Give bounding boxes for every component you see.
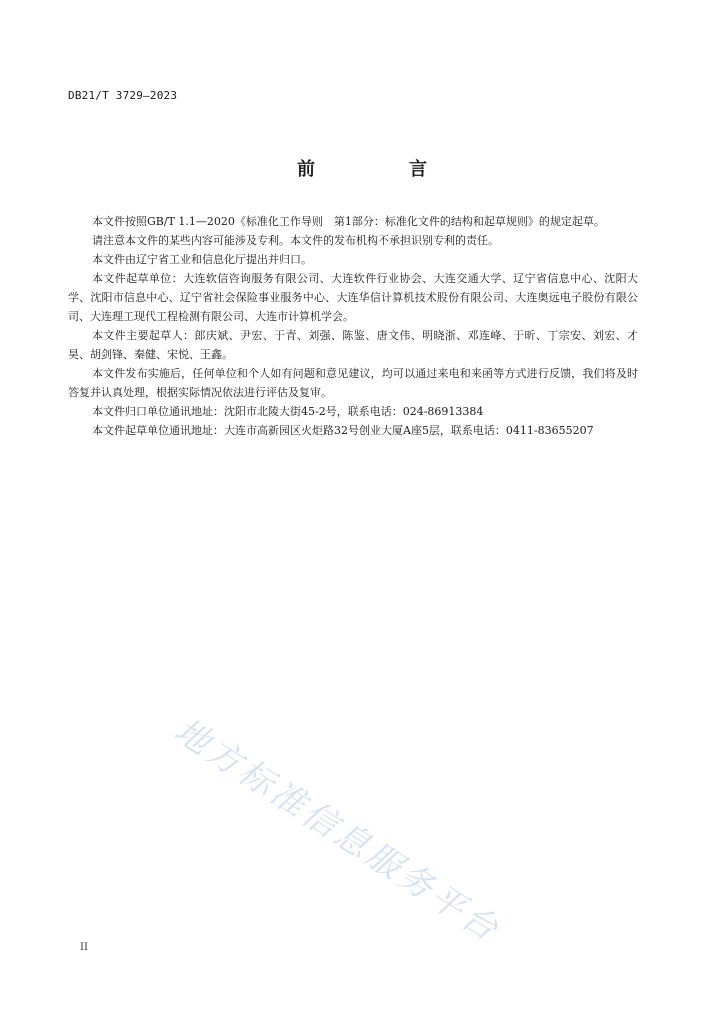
preface-body (68, 212, 638, 440)
page-title: 前 言 (297, 159, 465, 180)
paragraph-feedback: 本文件发布实施后，任何单位和个人如有问题和意见建议，均可以通过来电和来函等方式进行反馈，我们将及时答复并认真处理，根据实际情况依法进行评估及复审。 (68, 367, 638, 399)
document-code: DB21/T 3729—2023 (68, 89, 178, 102)
paragraph-admin-address: 本文件归口单位通讯地址：沈阳市北陵大街45-2号，联系电话：024-86913384 (92, 405, 484, 418)
watermark: 地方标准信息服务平台 (167, 710, 508, 952)
paragraph-drafting-basis: 本文件按照GB/T 1.1—2020《标准化工作导则 第1部分：标准化文件的结构和起草规则》的规定起草。 (92, 215, 605, 228)
paragraph-patent-notice: 请注意本文件的某些内容可能涉及专利。本文件的发布机构不承担识别专利的责任。 (92, 234, 499, 247)
paragraph-drafters: 本文件主要起草人：郎庆斌、尹宏、于青、刘强、陈鉴、唐文伟、明晓浙、邓连峰、于昕、丁宗安、刘宏、才昊、胡剑锋、秦健、宋悦、王鑫。 (68, 329, 638, 361)
paragraph-drafting-units: 本文件起草单位：大连软信咨询服务有限公司、大连软件行业协会、大连交通大学、辽宁省信息中心、沈阳大学、沈阳市信息中心、辽宁省社会保险事业服务中心、大连华信计算机技术股份有限公司、大连奥远电子股份有限公司、大连理工现代工程检测有限公司、大连市计算机学会。 (68, 272, 638, 323)
paragraph-proposer: 本文件由辽宁省工业和信息化厅提出并归口。 (92, 253, 312, 266)
paragraph-drafter-address: 本文件起草单位通讯地址：大连市高新园区火炬路32号创业大厦A座5层，联系电话：0411-83655207 (92, 424, 594, 437)
page-number: II (80, 942, 88, 953)
